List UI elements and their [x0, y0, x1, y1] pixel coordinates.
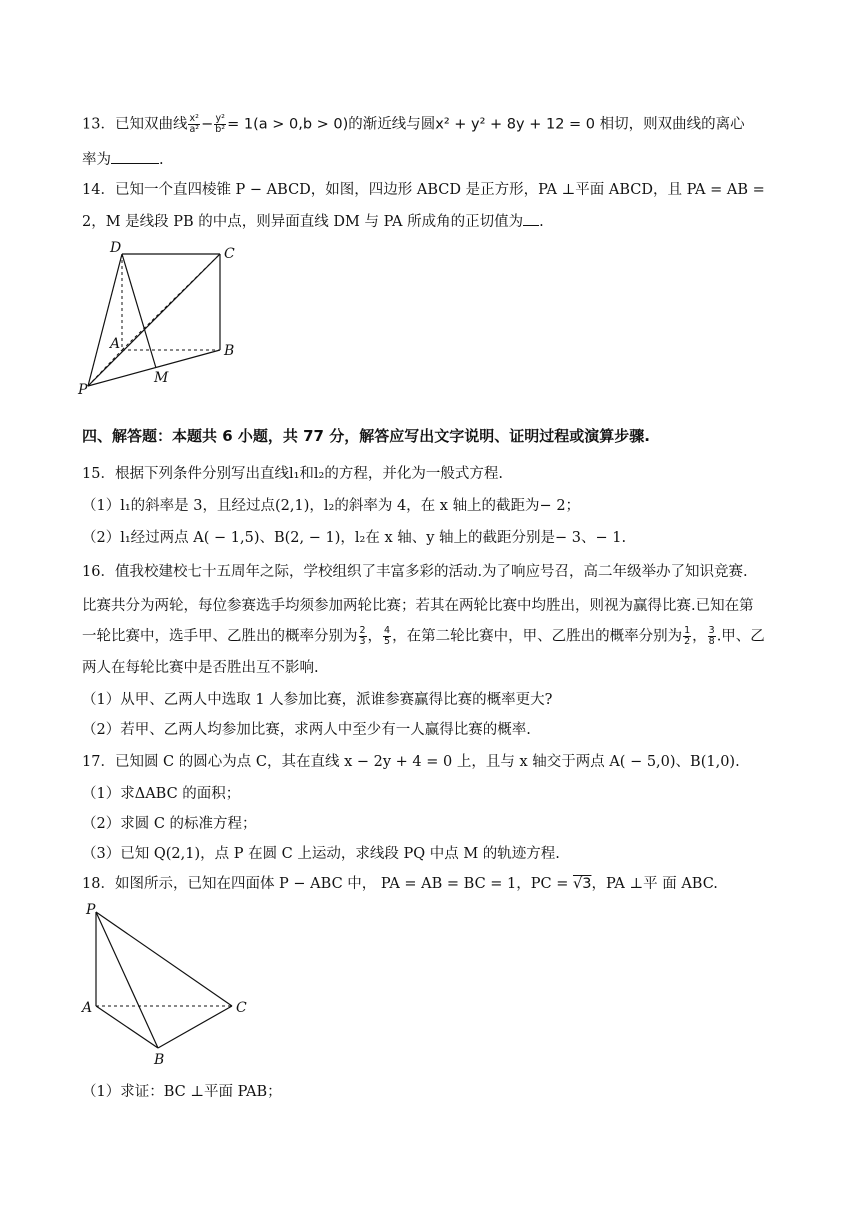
q16-line3-a: 一轮比赛中，选手甲、乙胜出的概率分别为	[82, 628, 358, 645]
q16-part1: （1）从甲、乙两人中选取 1 人参加比赛，派谁参赛赢得比赛的概率更大?	[82, 692, 553, 708]
q16-line3-c: .甲、乙	[716, 628, 765, 645]
q15-line1: 15．根据下列条件分别写出直线l₁和l₂的方程，并化为一般式方程.	[82, 466, 503, 482]
answer-blank	[523, 213, 539, 226]
label-D: D	[110, 240, 122, 256]
answer-blank	[111, 151, 159, 164]
frac-numerator: 4	[384, 625, 391, 636]
q13-line2	[82, 150, 164, 170]
label-C: C	[224, 246, 235, 262]
frac-numerator: 3	[708, 625, 715, 636]
q15-part2: （2）l₁经过两点 A( − 1,5)、B(2, − 1)，l₂在 x 轴、y 轴上的截距分别是− 3、− 1.	[82, 530, 627, 546]
separator: ，	[367, 628, 383, 645]
q13-prefix: 13．已知双曲线	[82, 116, 188, 133]
q16-line2: 比赛共分为两轮，每位参赛选手均须参加两轮比赛；若其在两轮比赛中均胜出，则视为赢得比赛.已知在第	[82, 598, 754, 614]
label-P: P	[78, 382, 88, 396]
q14-line1: 14．已知一个直四棱锥 P − ABCD，如图，四边形 ABCD 是正方形，PA ⊥平面 ABCD，且 PA = AB =	[82, 182, 765, 198]
q18-line1	[82, 874, 718, 894]
q14-pyramid-figure	[76, 236, 246, 396]
q18-line1-b: ，PA ⊥平 面 ABC.	[591, 876, 718, 892]
q17-part2: （2）求圆 C 的标准方程；	[82, 816, 257, 832]
frac-numerator: x²	[189, 113, 199, 124]
q17-line1: 17．已知圆 C 的圆心为点 C，其在直线 x − 2y + 4 = 0 上，且与 x 轴交于两点 A( − 5,0)、B(1,0).	[82, 754, 740, 770]
q13-line2-suffix: .	[159, 152, 164, 168]
label-P: P	[86, 902, 96, 918]
q13-suffix: 相切，则双曲线的离心	[595, 116, 745, 133]
q13-circle-equation: x² + y² + 8y + 12 = 0	[435, 116, 596, 133]
frac-numerator: y²	[215, 113, 225, 124]
fraction-3-8	[708, 626, 716, 647]
label-M: M	[154, 370, 169, 386]
q13-frac-y2-b2	[214, 114, 226, 135]
fraction-2-3	[359, 626, 367, 647]
q14-line2-prefix: 2，M 是线段 PB 的中点，则异面直线 DM 与 PA 所成角的正切值为	[82, 214, 524, 230]
q14-line2	[82, 212, 544, 232]
frac-numerator: 2	[359, 625, 366, 636]
label-B: B	[224, 343, 235, 359]
q18-tetrahedron-figure	[76, 898, 256, 1068]
q13-mid: 的渐近线与圆	[348, 116, 436, 133]
q18-line1-a: 18．如图所示，已知在四面体 P − ABC 中， PA = AB = BC = 1，PC =	[82, 876, 573, 892]
q17-part3: （3）已知 Q(2,1)，点 P 在圆 C 上运动，求线段 PQ 中点 M 的轨迹方程.	[82, 846, 560, 862]
q18-part1: （1）求证：BC ⊥平面 PAB；	[82, 1084, 282, 1100]
frac-numerator: 1	[684, 625, 691, 636]
label-C: C	[236, 1000, 247, 1016]
minus-sign: −	[201, 116, 214, 133]
q16-line1: 16．值我校建校七十五周年之际，学校组织了丰富多彩的活动.为了响应号召，高二年级举办了知识竞赛.	[82, 564, 748, 580]
q16-line3	[82, 626, 765, 647]
frac-denominator: 5	[384, 636, 391, 647]
label-B: B	[154, 1052, 165, 1068]
label-A: A	[110, 336, 121, 352]
separator: ，	[692, 628, 707, 645]
frac-denominator: 3	[359, 636, 366, 647]
q16-part2: （2）若甲、乙两人均参加比赛，求两人中至少有一人赢得比赛的概率.	[82, 722, 531, 738]
frac-denominator: 8	[708, 636, 715, 647]
section4-heading: 四、解答题：本题共 6 小题，共 77 分，解答应写出文字说明、证明过程或演算步骤.	[82, 427, 650, 445]
fraction-4-5	[383, 626, 391, 647]
frac-denominator: a²	[189, 124, 200, 135]
frac-denominator: b²	[215, 124, 226, 135]
label-A: A	[82, 1000, 93, 1016]
sqrt-3: √3	[572, 876, 592, 892]
q13-line2-prefix: 率为	[82, 152, 111, 168]
q14-line2-suffix: .	[539, 214, 544, 230]
q16-line3-b: ，在第二轮比赛中，甲、乙胜出的概率分别为	[392, 628, 683, 645]
q17-part1: （1）求ΔABC 的面积；	[82, 786, 241, 802]
q16-line4: 两人在每轮比赛中是否胜出互不影响.	[82, 660, 319, 676]
q15-part1: （1）l₁的斜率是 3，且经过点(2,1)，l₂的斜率为 4，在 x 轴上的截距为− 2；	[82, 498, 581, 514]
fraction-1-2	[683, 626, 691, 647]
q13-frac-x2-a2	[188, 114, 200, 135]
q13-condition: = 1(a > 0,b > 0)	[227, 116, 349, 133]
frac-denominator: 2	[684, 636, 691, 647]
q13-line1	[82, 114, 745, 135]
